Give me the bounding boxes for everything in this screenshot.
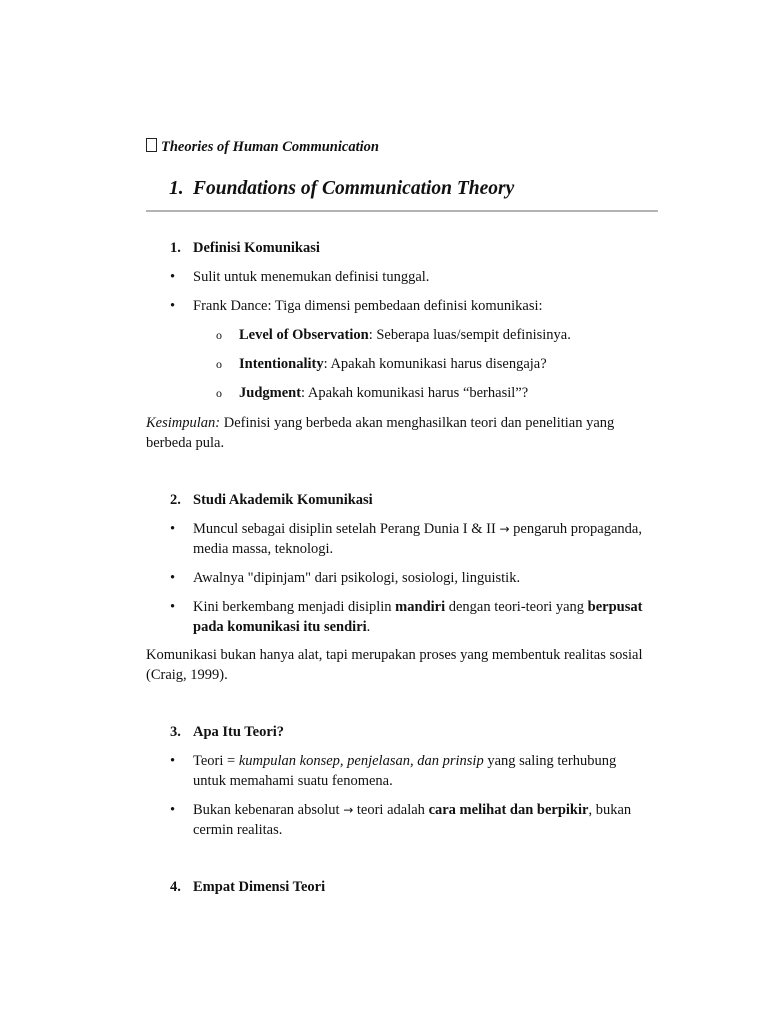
header-title: Theories of Human Communication [161, 139, 379, 155]
list-item-text: Bukan kebenaran absolut [193, 802, 344, 818]
list-item-text: Teori = [193, 753, 239, 769]
right-arrow-icon: → [343, 803, 354, 817]
list-item-text: . [366, 618, 371, 635]
list-item [170, 752, 650, 791]
section-heading-1 [170, 240, 320, 257]
bullet-icon: • [170, 269, 176, 285]
right-arrow-icon: → [499, 522, 510, 536]
list-item [170, 801, 650, 840]
term-description: : Seberapa luas/sempit definisinya. [368, 327, 571, 343]
bullet-icon: • [170, 521, 176, 537]
section-heading-2 [170, 492, 373, 509]
emphasis: mandiri [395, 599, 446, 615]
circle-bullet-icon: o [216, 386, 222, 400]
list-item-text: Muncul sebagai disiplin setelah Perang Dunia I & II [193, 521, 500, 537]
list-item-text: , bukan cermin realitas. [193, 802, 632, 838]
missing-glyph-icon [146, 138, 157, 152]
section-number: 1. [170, 240, 181, 256]
bullet-icon: • [170, 802, 176, 818]
sub-list-item [216, 384, 656, 404]
bullet-icon: • [170, 753, 176, 769]
term-description: : Apakah komunikasi harus “berhasil”? [301, 385, 529, 401]
term: Judgment [239, 385, 302, 401]
section-number: 2. [170, 492, 181, 508]
conclusion-label: Kesimpulan: [146, 415, 221, 431]
list-item-text: dengan teori-teori yang [445, 599, 588, 615]
list-item [170, 520, 650, 559]
circle-bullet-icon: o [216, 328, 222, 342]
term: Level of Observation [239, 327, 369, 343]
heading-divider [146, 210, 658, 212]
section-heading-3 [170, 724, 284, 741]
list-item-text: Frank Dance: Tiga dimensi pembedaan definisi komunikasi: [193, 298, 543, 314]
list-item [170, 268, 650, 288]
term-description: : Apakah komunikasi harus disengaja? [323, 356, 547, 372]
list-item-text: teori adalah [353, 802, 429, 818]
bullet-icon: • [170, 298, 176, 314]
section-title: Definisi Komunikasi [193, 240, 320, 256]
list-item-text: Sulit untuk menemukan definisi tunggal. [193, 269, 430, 285]
bullet-icon: • [170, 570, 176, 586]
term: Intentionality [239, 356, 324, 372]
conclusion-paragraph [146, 414, 661, 453]
emphasis: kumpulan konsep, penjelasan, dan prinsip [238, 753, 484, 769]
conclusion-text: Definisi yang berbeda akan menghasilkan teori dan penelitian yang berbeda pula. [146, 415, 615, 451]
list-item-text: pengaruh propaganda, media massa, teknologi. [193, 521, 642, 557]
paragraph-text: Komunikasi bukan hanya alat, tapi merupakan proses yang membentuk realitas sosial (Craig, 1999). [146, 647, 643, 683]
section-heading-4 [170, 879, 325, 896]
list-item [170, 598, 650, 637]
list-item [170, 569, 650, 589]
body-paragraph [146, 646, 661, 685]
list-item-text: Kini berkembang menjadi disiplin [193, 599, 396, 615]
sub-list-item [216, 326, 656, 346]
section-title: Apa Itu Teori? [193, 724, 285, 740]
section-number: 3. [170, 724, 181, 740]
section-number: 4. [170, 879, 181, 895]
list-item [170, 297, 650, 317]
main-heading [169, 178, 514, 200]
list-item-text: Awalnya "dipinjam" dari psikologi, sosiologi, linguistik. [193, 570, 521, 586]
circle-bullet-icon: o [216, 357, 222, 371]
sub-list-item [216, 355, 656, 375]
section-title: Studi Akademik Komunikasi [193, 492, 373, 508]
emphasis: berpusat pada komunikasi itu sendiri [193, 599, 643, 635]
list-item-text: yang saling terhubung untuk memahami suatu fenomena. [193, 753, 617, 789]
bullet-icon: • [170, 599, 176, 615]
section-title: Empat Dimensi Teori [193, 879, 326, 895]
main-heading-number: 1. [169, 178, 184, 199]
main-heading-text: Foundations of Communication Theory [193, 178, 515, 199]
emphasis: cara melihat dan berpikir [428, 802, 589, 818]
document-header [146, 138, 379, 156]
